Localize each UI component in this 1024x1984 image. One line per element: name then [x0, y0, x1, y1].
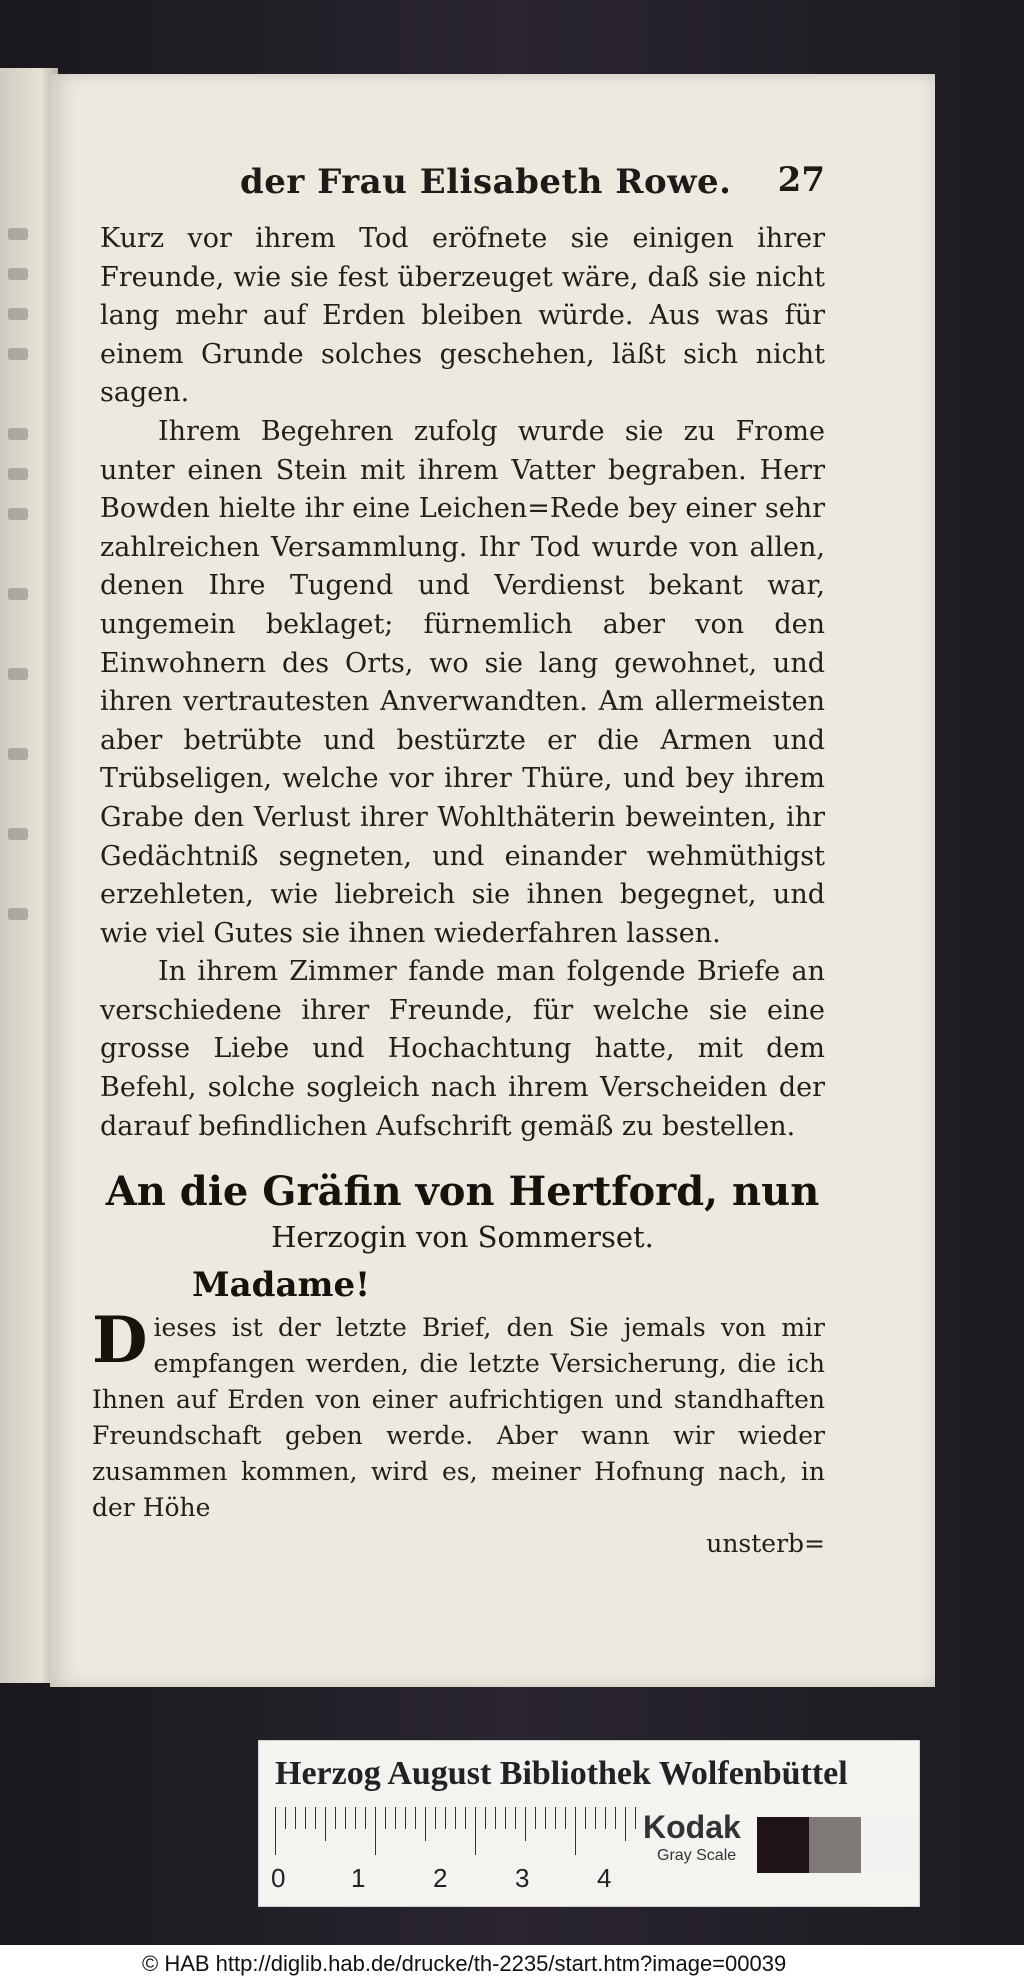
ruler-ticks — [275, 1807, 645, 1855]
ruler-tick — [325, 1807, 326, 1841]
ruler-tick — [335, 1807, 336, 1829]
color-calibration-bar — [258, 1740, 920, 1907]
bleed-mark — [8, 428, 28, 440]
bleed-mark — [8, 588, 28, 600]
ruler-tick — [525, 1807, 526, 1841]
ruler-tick — [305, 1807, 306, 1829]
ruler-tick — [275, 1807, 276, 1855]
ruler-tick — [285, 1807, 286, 1829]
salutation: Madame! — [192, 1265, 371, 1306]
bleed-mark — [8, 228, 28, 240]
catchword: unsterb= — [706, 1529, 825, 1559]
bleed-mark — [8, 468, 28, 480]
ruler-tick — [425, 1807, 426, 1841]
library-name: Herzog August Bibliothek Wolfenbüttel — [275, 1755, 848, 1792]
ruler-tick — [565, 1807, 566, 1829]
paragraph: In ihrem Zimmer fande man folgende Briefe an verschiedene ihrer Freunde, für welche sie eine grosse Liebe und Hochachtung hatte, mit dem Befehl, solche sogleich nach ihrem Verscheiden der darauf befindlichen Aufschrift gemäß zu bestellen. — [100, 956, 825, 1142]
gray-patch-dark — [757, 1817, 809, 1873]
ruler-tick — [535, 1807, 536, 1829]
book-page — [50, 74, 935, 1687]
ruler-tick — [625, 1807, 626, 1841]
ruler-number: 4 — [597, 1863, 612, 1893]
bleed-mark — [8, 668, 28, 680]
bleed-mark — [8, 268, 28, 280]
ruler-tick — [555, 1807, 556, 1829]
ruler-tick — [445, 1807, 446, 1829]
letter-heading: An die Gräfin von Hertford, nun — [105, 1168, 820, 1216]
ruler-tick — [595, 1807, 596, 1829]
ruler-number: 3 — [515, 1863, 530, 1893]
page-content — [92, 154, 825, 1562]
running-title: der Frau Elisabeth Rowe. — [240, 162, 732, 202]
drop-cap: D — [92, 1303, 148, 1379]
body-text — [100, 220, 825, 1146]
bleed-mark — [8, 908, 28, 920]
running-head — [100, 154, 825, 214]
ruler-tick — [485, 1807, 486, 1829]
ruler-tick — [635, 1807, 636, 1829]
gray-patch-light — [861, 1817, 913, 1873]
ruler-tick — [415, 1807, 416, 1829]
ruler-tick — [365, 1807, 366, 1829]
ruler-tick — [295, 1807, 296, 1829]
letter-text: ieses ist der letzte Brief, den Sie jemals von mir empfangen werden, die letzte Versicherung, die ich Ihnen auf Erden von einer aufrichtigen und standhaften Freundschaft geben werde. Aber wann wir wieder zusammen kommen, wird es, meiner Hofnung nach, in der Höhe — [92, 1313, 825, 1523]
bleed-mark — [8, 748, 28, 760]
gray-patch-mid — [809, 1817, 861, 1873]
ruler-tick — [615, 1807, 616, 1829]
letter-subheading: Herzogin von Sommerset. — [271, 1220, 654, 1255]
ruler-tick — [585, 1807, 586, 1829]
bleed-mark — [8, 828, 28, 840]
bleed-mark — [8, 508, 28, 520]
ruler-tick — [515, 1807, 516, 1829]
ruler-tick — [455, 1807, 456, 1829]
measurement-ruler — [271, 1807, 675, 1897]
ruler-tick — [465, 1807, 466, 1829]
ruler-tick — [385, 1807, 386, 1829]
copyright-footer — [0, 1945, 1024, 1984]
gray-scale-label: Gray Scale — [657, 1847, 737, 1864]
ruler-tick — [395, 1807, 396, 1829]
ruler-tick — [505, 1807, 506, 1829]
ruler-tick — [605, 1807, 606, 1829]
ruler-tick — [475, 1807, 476, 1855]
ruler-tick — [345, 1807, 346, 1829]
ruler-number: 2 — [433, 1863, 448, 1893]
bleed-mark — [8, 308, 28, 320]
ruler-tick — [355, 1807, 356, 1829]
letter-body — [92, 1303, 825, 1526]
ruler-tick — [575, 1807, 576, 1855]
ruler-tick — [435, 1807, 436, 1829]
kodak-logo: Kodak — [643, 1809, 741, 1845]
page-number: 27 — [777, 160, 825, 200]
ruler-number: 1 — [351, 1863, 366, 1893]
ruler-number: 0 — [271, 1863, 286, 1893]
ruler-tick — [545, 1807, 546, 1829]
paragraph: Kurz vor ihrem Tod eröfnete sie einigen ihrer Freunde, wie sie fest überzeuget wäre, daß sie nicht lang mehr auf Erden bleiben würde. Aus was für einem Grunde solches geschehen, läßt sich nicht sagen. — [100, 223, 825, 409]
copyright-link[interactable]: © HAB http://diglib.hab.de/drucke/th-2235/start.htm?image=00039 — [142, 1951, 787, 1976]
ruler-tick — [405, 1807, 406, 1829]
ruler-tick — [375, 1807, 376, 1855]
ruler-tick — [495, 1807, 496, 1829]
paragraph: Ihrem Begehren zufolg wurde sie zu Frome unter einen Stein mit ihrem Vatter begraben. Herr Bowden hielte ihr eine Leichen=Rede bey einer sehr zahlreichen Versammlung. Ihr Tod wurde von allen, denen Ihre Tugend und Verdienst bekant war, ungemein beklaget; fürnemlich aber von den Einwohnern des Orts, wo sie lang gewohnet, und ihren vertrautesten Anverwandten. Am allermeisten aber betrübte und bestürzte er die Armen und Trübseligen, welche vor ihrer Thüre, und bey ihrem Grabe den Verlust ihrer Wohlthäterin beweinten, ihr Gedächtniß segneten, und einander wehmüthigst erzehleten, wie liebreich sie ihnen begegnet, und wie viel Gutes sie ihnen wiederfahren lassen. — [100, 415, 825, 949]
ruler-tick — [315, 1807, 316, 1829]
bleed-mark — [8, 348, 28, 360]
